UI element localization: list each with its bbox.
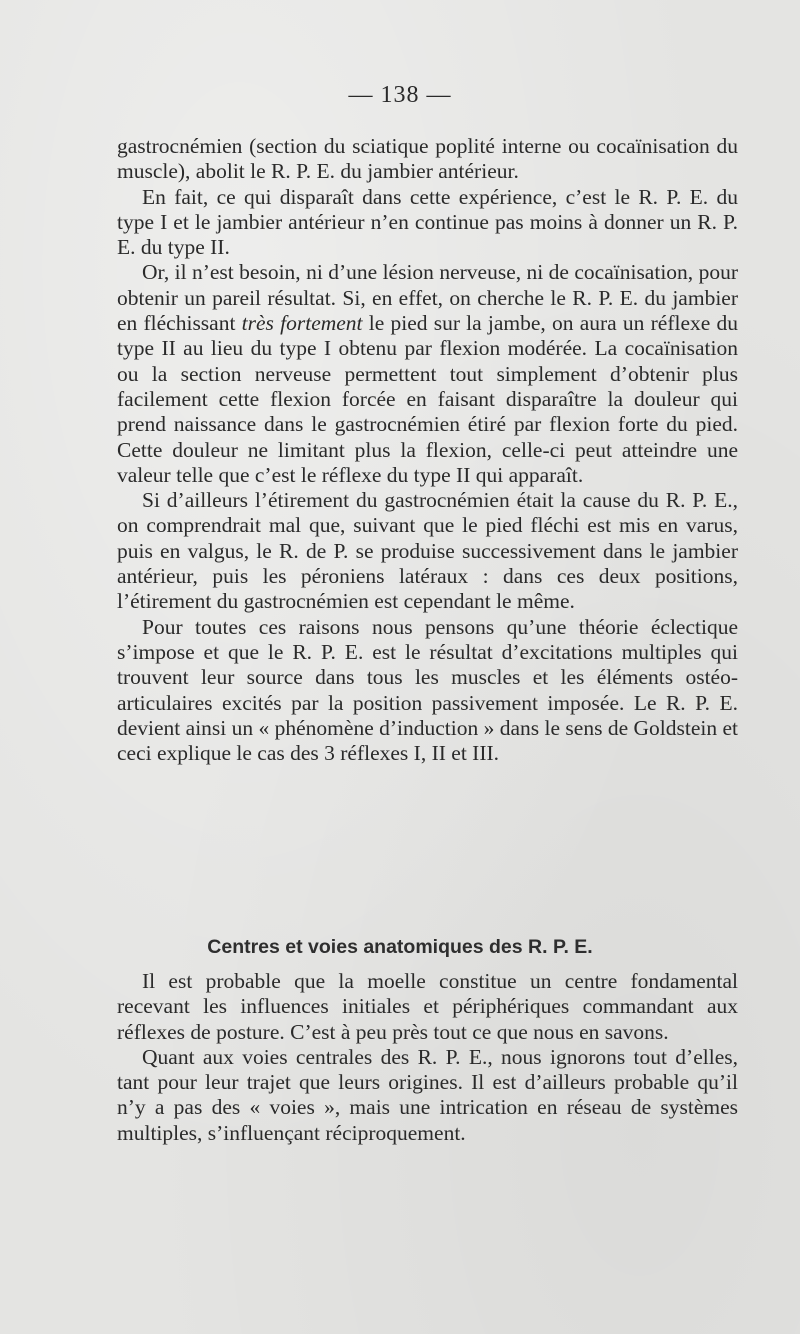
text-block-main (117, 134, 738, 766)
paragraph: Il est probable que la moelle constitue un centre fondamental recevant les influences initiales et périphériques commandant aux réflexes de posture. C’est à peu près tout ce que nous en savons. (117, 969, 738, 1044)
paragraph-text: le pied sur la jambe, on aura un réflexe du type II au lieu du type I obtenu par flexion modérée. La cocaïnisation ou la section nerveuse permettent tout simplement d’obtenir plus facilement cette flexion forcée en faisant disparaître la douleur qui prend naissance dans le gastrocnémien étiré par flexion forte du pied. Cette douleur ne limitant plus la flexion, celle-ci peut atteindre une valeur telle que c’est le réflexe du type II qui apparaît. (117, 311, 739, 487)
paragraph: Quant aux voies centrales des R. P. E., nous ignorons tout d’elles, tant pour leur trajet que leurs origines. Il est d’ailleurs probable qu’il n’y a pas des « voies », mais une intrication en réseau de systèmes multiples, s’influençant réciproquement. (117, 1044, 738, 1145)
paragraph-with-emphasis (117, 260, 738, 488)
section-heading: Centres et voies anatomiques des R. P. E. (207, 936, 593, 958)
paragraph: En fait, ce qui disparaît dans cette expérience, c’est le R. P. E. du type I et le jambier antérieur n’en continue pas moins à donner un R. P. E. du type II. (117, 184, 738, 260)
paragraph-text: Or, il n’est besoin, ni d’une lésion nerveuse, ni de cocaïnisation, pour obtenir un pareil résultat. Si, en effet, on cherche le R. P. E. du jambier en fléchissant (117, 260, 738, 336)
emphasis-text: très fortement (241, 311, 363, 336)
paragraph: Si d’ailleurs l’étirement du gastrocnémien était la cause du R. P. E., on comprendrait mal que, suivant que le pied fléchi est mis en varus, puis en valgus, le R. de P. se produise successivement dans le jambier antérieur, puis les péroniens latéraux : dans ces deux positions, l’étirement du gastrocnémien est cependant le même. (117, 488, 738, 614)
paragraph-continued: gastrocnémien (section du sciatique poplité interne ou cocaïnisation du muscle), abolit le R. P. E. du jambier antérieur. (117, 134, 738, 184)
page-number: — 138 — (348, 82, 452, 108)
text-block-section (117, 969, 738, 1146)
paragraph: Pour toutes ces raisons nous pensons qu’une théorie éclectique s’impose et que le R. P. E. est le résultat d’excitations multiples qui trouvent leur source dans tous les muscles et les éléments ostéo-articulaires excités par la position passivement imposée. Le R. P. E. devient ainsi un « phénomène d’induction » dans le sens de Goldstein et ceci explique le cas des 3 réflexes I, II et III. (117, 614, 738, 766)
